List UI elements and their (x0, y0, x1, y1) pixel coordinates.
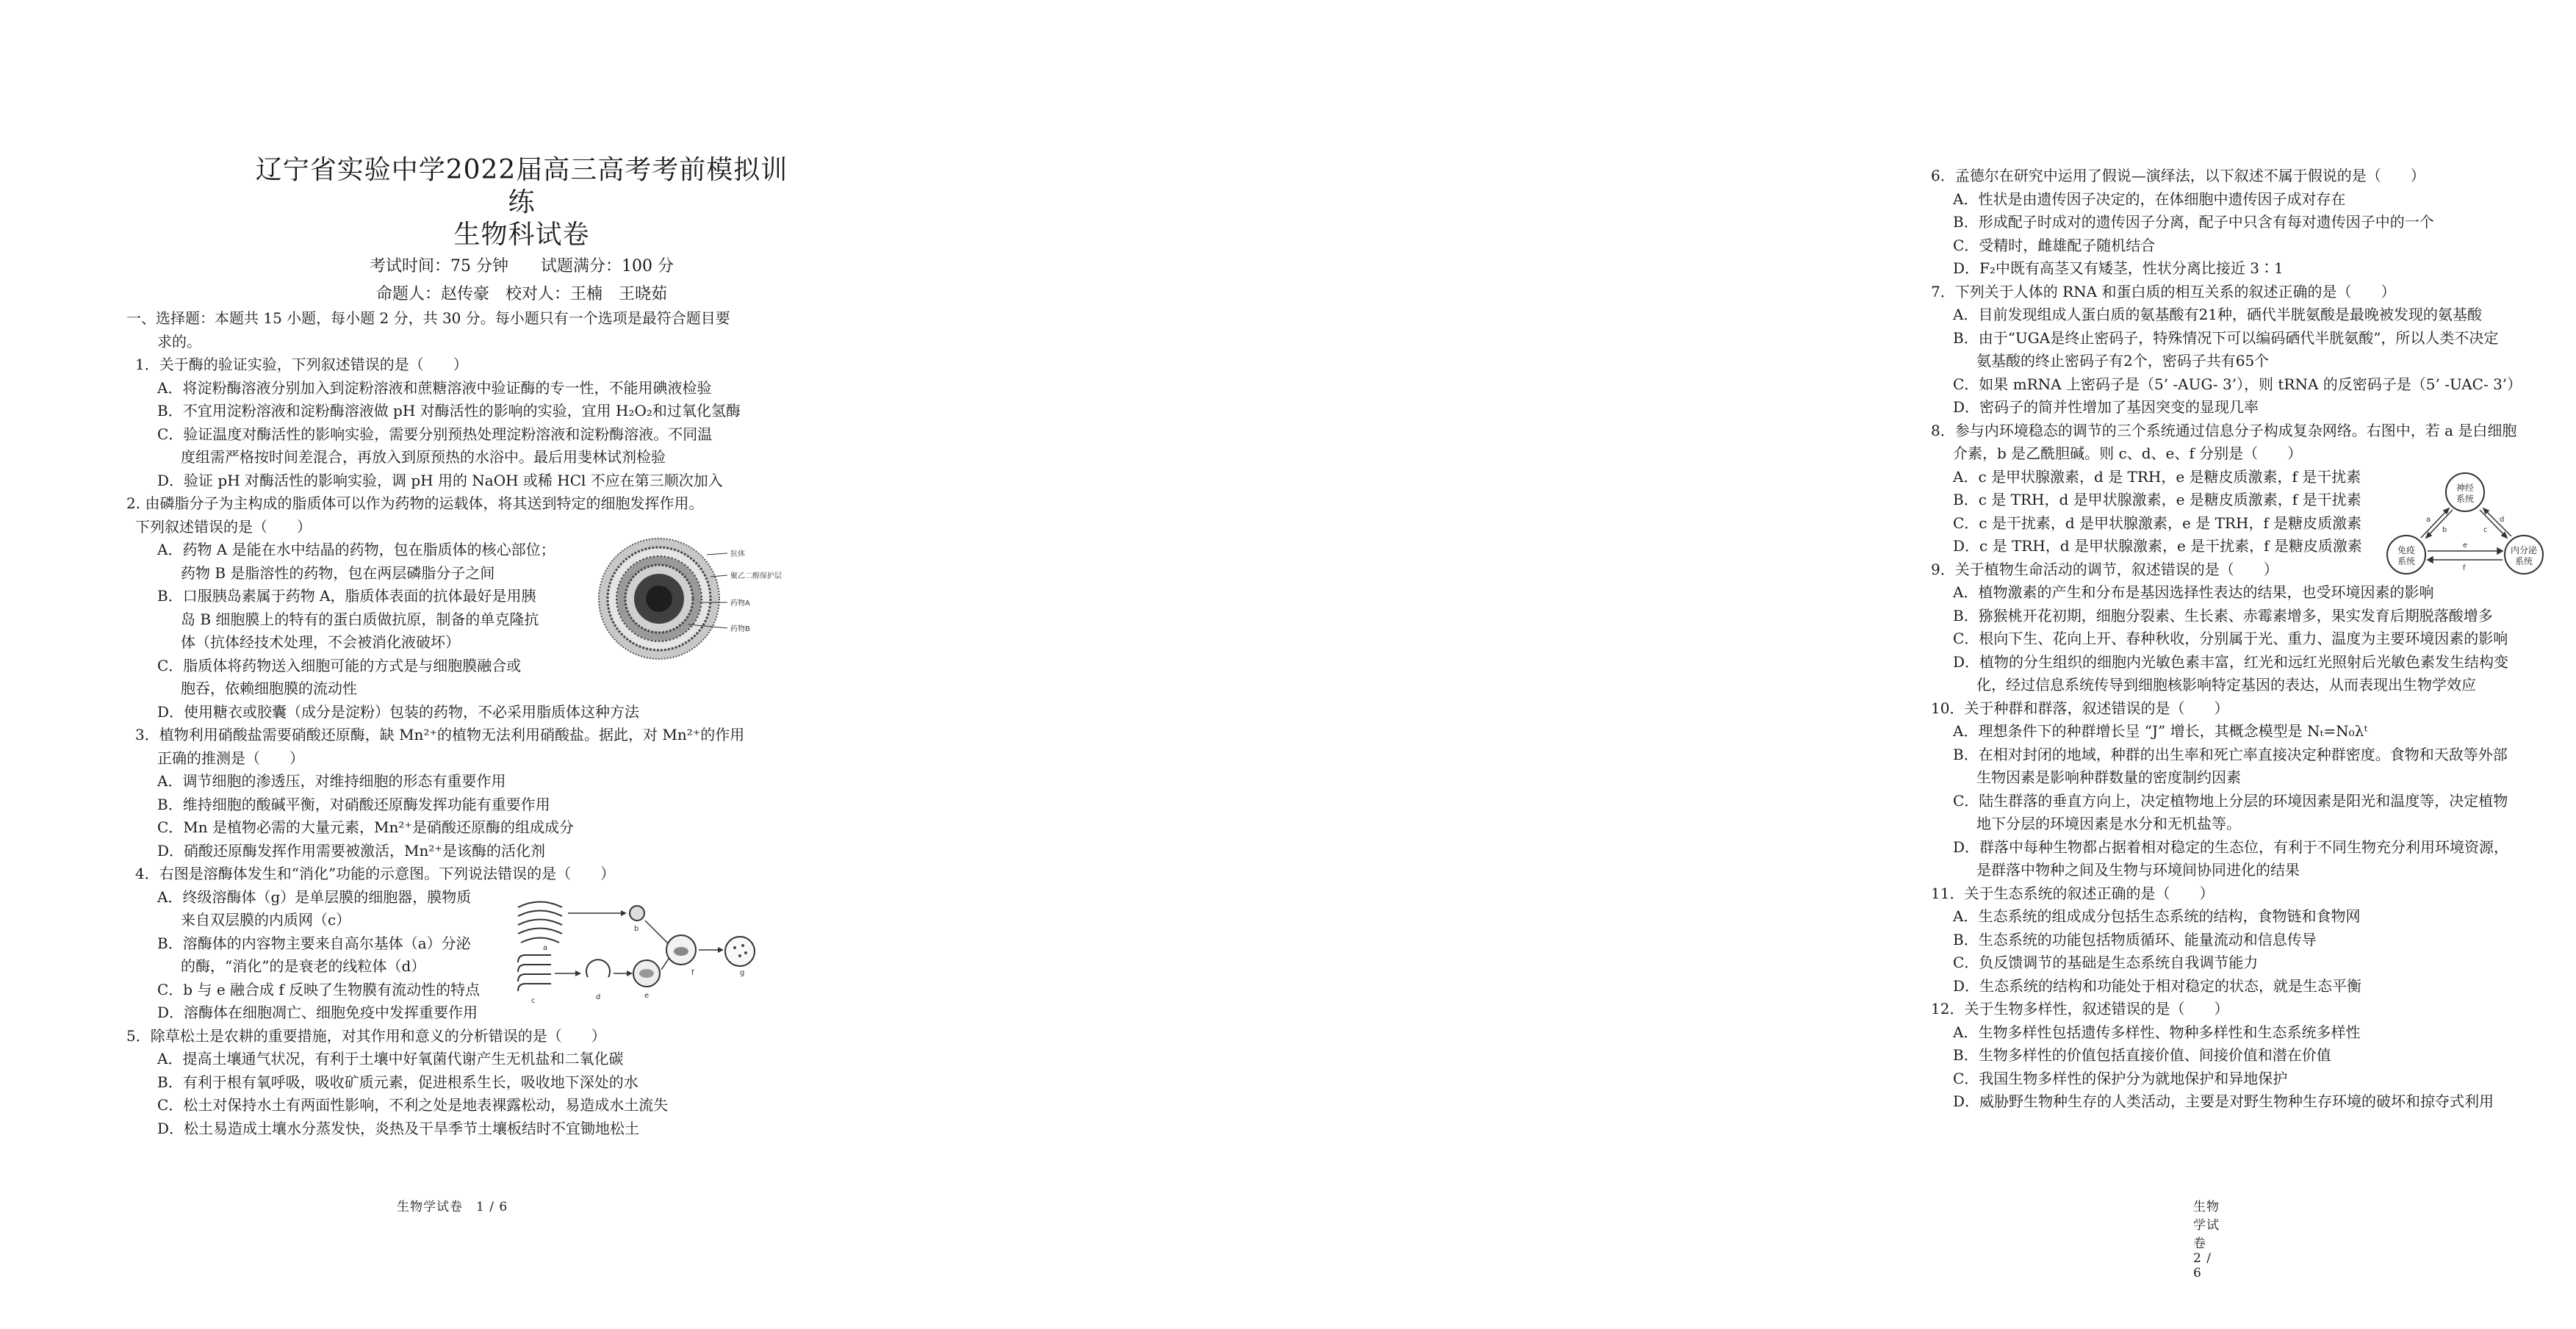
page-2-questions (1922, 165, 2576, 1114)
question-line: C．验证温度对酶活性的影响实验，需要分别预热处理淀粉溶液和淀粉酶溶液。不同温 (157, 425, 713, 443)
question-line: D．生态系统的结构和功能处于相对稳定的状态，就是生态平衡 (1953, 976, 2362, 995)
question-line: B．生态系统的功能包括物质循环、能量流动和信息传导 (1953, 930, 2317, 948)
question-line: D．松土易造成土壤水分蒸发快，炎热及干旱季节土壤板结时不宜锄地松土 (157, 1119, 640, 1137)
question-line: D．使用糖衣或胶囊（成分是淀粉）包装的药物，不必采用脂质体这种方法 (157, 702, 640, 721)
question-line: C．b 与 e 融合成 f 反映了生物膜有流动性的特点 (157, 980, 481, 998)
endocrine-label-2: 系统 (2514, 556, 2533, 566)
question-line: 1．关于酶的验证实验，下列叙述错误的是（ ） (135, 356, 468, 373)
question-line: B．有利于根有氧呼吸，吸收矿质元素，促进根系生长，吸收地下深处的水 (157, 1073, 638, 1091)
question-line: C．Mn 是植物必需的大量元素，Mn²⁺是硝酸还原酶的组成成分 (157, 818, 574, 836)
liposome-figure (597, 533, 795, 665)
question-line: A．生物多样性包括遗传多样性、物种多样性和生态系统多样性 (1953, 1023, 2361, 1041)
question-line: C．根向下生、花向上开、春种秋收，分别属于光、重力、温度为主要环境因素的影响 (1953, 630, 2508, 647)
regulatory-network-figure (2381, 470, 2550, 580)
question-line: C．松土对保持水土有两面性影响，不利之处是地表裸露松动，易造成水土流失 (157, 1096, 669, 1114)
question-line: A．植物激素的产生和分布是基因选择性表达的结果，也受环境因素的影响 (1953, 583, 2434, 601)
label-b: b (634, 925, 639, 933)
question-line: C．陆生群落的垂直方向上，决定植物地上分层的环境因素是阳光和温度等，决定植物 (1953, 791, 2508, 810)
question-line: 氨基酸的终止密码子有2个，密码子共有65个 (1976, 352, 2270, 370)
question-line: 药物 B 是脂溶性的药物，包在两层磷脂分子之间 (181, 563, 495, 582)
golgi-apparatus-shape (518, 902, 562, 943)
question-line: 8．参与内环境稳态的调节的三个系统通过信息分子构成复杂网络。右图中，若 a 是白细胞 (1931, 421, 2517, 439)
question-line: C．如果 mRNA 上密码子是（5’ -AUG- 3’），则 tRNA 的反密码子是（5’ -UAC- 3’） (1953, 375, 2522, 393)
nervous-label-2: 系统 (2456, 494, 2475, 504)
question-line: 5．除草松土是农耕的重要措施，对其作用和意义的分析错误的是（ ） (126, 1026, 606, 1045)
arrow-label-b: b (2442, 526, 2447, 534)
question-line: 4．右图是溶酶体发生和“消化”功能的示意图。下列说法错误的是（ ） (135, 865, 616, 882)
label-drug-a: 药物A (730, 599, 750, 608)
lysosome-figure (511, 893, 760, 1018)
exam-page-1 (0, 0, 940, 1329)
question-line: C．负反馈调节的基础是生态系统自我调节能力 (1953, 954, 2259, 971)
residual-body-g (725, 937, 755, 966)
question-line: D．群落中每种生物都占据着相对稳定的生态位，有利于不同生物充分利用环境资源， (1953, 838, 2509, 856)
vesicle-b (630, 906, 644, 921)
question-line: A．终级溶酶体（g）是单层膜的细胞器，膜物质 (157, 887, 472, 906)
question-line: 3．植物利用硝酸盐需要硝酸还原酶，缺 Mn²⁺的植物无法利用硝酸盐。据此，对 Mn²⁺的作用 (135, 726, 745, 743)
arrow-label-c: c (2483, 526, 2488, 534)
label-a: a (543, 944, 548, 952)
question-line: 胞吞，依赖细胞膜的流动性 (181, 680, 357, 697)
page-footer: 生物学试卷 2 / 6 (2193, 1200, 2220, 1281)
arrow-label-a: a (2426, 516, 2431, 524)
liposome-diagram (599, 539, 719, 659)
question-line: B．在相对封闭的地域，种群的出生率和死亡率直接决定种群密度。食物和天敌等外部 (1953, 745, 2508, 763)
label-c: c (531, 997, 536, 1005)
label-drug-b: 药物B (730, 625, 750, 633)
phagophore-d (586, 959, 610, 977)
question-line: A．目前发现组成人蛋白质的氨基酸有21种，硒代半胱氨酸是最晚被发现的氨基酸 (1953, 306, 2482, 323)
exam-page-2 (940, 0, 2538, 1329)
label-peg-layer: 聚乙二醇保护层 (730, 572, 782, 580)
question-line: B．溶酶体的内容物主要来自高尔基体（a）分泌 (157, 934, 471, 952)
question-line: A．提高土壤通气状况，有利于土壤中好氧菌代谢产生无机盐和二氧化碳 (157, 1050, 624, 1067)
question-line: B．生物多样性的价值包括直接价值、间接价值和潜在价值 (1953, 1046, 2331, 1064)
exam-header (242, 154, 801, 307)
label-e: e (644, 992, 650, 1000)
question-line: B．口服胰岛素属于药物 A，脂质体表面的抗体最好是用胰 (157, 587, 536, 605)
question-line: D．植物的分生组织的细胞内光敏色素丰富，红光和远红光照射后光敏色素发生结构变 (1953, 652, 2509, 671)
exam-title: 辽宁省实验中学2022届高三高考考前模拟训练 (255, 155, 788, 217)
question-line: 10．关于种群和群落，叙述错误的是（ ） (1931, 699, 2229, 717)
question-line: 地下分层的环境因素是水分和无机盐等。 (1976, 815, 2241, 832)
question-line: C．我国生物多样性的保护分为就地保护和异地保护 (1953, 1069, 2288, 1087)
question-line: 化，经过信息系统传导到细胞核影响特定基因的表达，从而表现出生物学效应 (1976, 676, 2476, 694)
exam-authors: 命题人：赵传豪 校对人：王楠 王晓茹 (375, 285, 667, 303)
question-line: A．生态系统的组成成分包括生态系统的结构，食物链和食物网 (1953, 907, 2361, 925)
label-antibody: 抗体 (730, 550, 745, 558)
page-footer: 生物学试卷 1 / 6 (397, 1200, 508, 1214)
question-line: A．c 是甲状腺激素，d 是 TRH，e 是糖皮质激素，f 是干扰素 (1953, 467, 2361, 486)
question-line: 下列叙述错误的是（ ） (135, 517, 312, 536)
question-line: B．由于“UGA是终止密码子，特殊情况下可以编码硒代半胱氨酸”，所以人类不决定 (1953, 328, 2499, 347)
question-line: B．形成配子时成对的遗传因子分离，配子中只含有每对遗传因子中的一个 (1953, 213, 2434, 231)
question-line: 7．下列关于人体的 RNA 和蛋白质的相互关系的叙述正确的是（ ） (1931, 282, 2396, 300)
question-line: D．溶酶体在细胞凋亡、细胞免疫中发挥重要作用 (157, 1004, 478, 1021)
label-g: g (740, 969, 745, 977)
question-line: A．调节细胞的渗透压，对维持细胞的形态有重要作用 (157, 772, 506, 790)
question-line: 求的。 (157, 332, 201, 350)
question-line: 生物因素是影响种群数量的密度制约因素 (1976, 768, 2241, 786)
arrow-label-e: e (2463, 541, 2468, 550)
question-line: 6．孟德尔在研究中运用了假说—演绎法，以下叙述不属于假说的是（ ） (1931, 167, 2425, 184)
question-line: 来自双层膜的内质网（c） (181, 911, 351, 929)
question-line: 11．关于生态系统的叙述正确的是（ ） (1931, 884, 2215, 902)
question-line: 介素，b 是乙酰胆碱。则 c、d、e、f 分别是（ ） (1953, 444, 2303, 462)
question-line: B．c 是 TRH，d 是甲状腺激素，e 是糖皮质激素，f 是干扰素 (1953, 491, 2361, 508)
question-line: C．c 是干扰素，d 是甲状腺激素，e 是 TRH，f 是糖皮质激素 (1953, 514, 2362, 532)
arrow-label-d: d (2500, 516, 2505, 524)
question-line: D．密码子的简并性增加了基因突变的显现几率 (1953, 398, 2259, 416)
question-line: 9．关于植物生命活动的调节，叙述错误的是（ ） (1931, 560, 2278, 578)
exam-subtitle: 生物科试卷 (453, 220, 590, 250)
question-line: 体（抗体经技术处理，不会被消化液破坏） (181, 633, 460, 651)
question-line: 岛 B 细胞膜上的特有的蛋白质做抗原，制备的单克隆抗 (181, 610, 539, 628)
label-f: f (691, 969, 694, 977)
question-line: 正确的推测是（ ） (157, 749, 304, 767)
question-line: 2. 由磷脂分子为主构成的脂质体可以作为药物的运载体，将其送到特定的细胞发挥作用。 (126, 494, 704, 512)
exam-time-score: 考试时间：75 分钟 试题满分：100 分 (370, 257, 674, 275)
question-line: D．c 是 TRH，d 是甲状腺激素，e 是干扰素，f 是糖皮质激素 (1953, 537, 2362, 555)
question-line: 度组需严格按时间差混合，再放入到原预热的水浴中。最后用斐林试剂检验 (181, 448, 666, 466)
immune-label-2: 系统 (2397, 556, 2416, 566)
question-line: 12．关于生物多样性，叙述错误的是（ ） (1931, 1000, 2229, 1018)
endocrine-label-1: 内分泌 (2510, 545, 2538, 555)
immune-label-1: 免疫 (2397, 545, 2416, 555)
nervous-label-1: 神经 (2456, 483, 2475, 493)
question-line: D．硝酸还原酶发挥作用需要被激活，Mn²⁺是该酶的活化剂 (157, 841, 545, 860)
question-line: C．脂质体将药物送入细胞可能的方式是与细胞膜融合或 (157, 656, 522, 674)
question-line: A．药物 A 是能在水中结晶的药物，包在脂质体的核心部位； (157, 541, 555, 558)
er-shape (518, 955, 551, 991)
question-line: A．将淀粉酶溶液分别加入到淀粉溶液和蔗糖溶液中验证酶的专一性，不能用碘液检验 (157, 378, 712, 397)
question-line: A．理想条件下的种群增长呈 “J” 增长，其概念模型是 Nₜ=N₀λᵗ (1953, 722, 2368, 740)
question-line: B．维持细胞的酸碱平衡，对硝酸还原酶发挥功能有重要作用 (157, 795, 550, 813)
question-line: B．猕猴桃开花初期，细胞分裂素、生长素、赤霉素增多，果实发育后期脱落酸增多 (1953, 606, 2493, 624)
question-line: D．验证 pH 对酶活性的影响实验，调 pH 用的 NaOH 或稀 HCl 不应在第三顺次加入 (157, 471, 723, 489)
arrow-label-f: f (2463, 564, 2466, 572)
question-line: 一、选择题：本题共 15 小题，每小题 2 分，共 30 分。每小题只有一个选项是最符合题目要 (126, 309, 730, 327)
question-line: 的酶，“消化”的是衰老的线粒体（d） (181, 957, 426, 975)
question-line: D．威胁野生物种生存的人类活动，主要是对野生物种生存环境的破坏和掠夺式利用 (1953, 1092, 2494, 1110)
question-line: B．不宜用淀粉溶液和淀粉酶溶液做 pH 对酶活性的影响的实验，宜用 H₂O₂和过氧化氢酶 (157, 402, 741, 419)
question-line: 是群落中物种之间及生物与环境间协同进化的结果 (1976, 861, 2300, 879)
question-line: C．受精时，雌雄配子随机结合 (1953, 236, 2156, 254)
question-line: D．F₂中既有高茎又有矮茎，性状分离比接近 3∶1 (1953, 259, 2284, 277)
label-d: d (596, 993, 601, 1001)
question-line: A．性状是由遗传因子决定的，在体细胞中遗传因子成对存在 (1953, 190, 2346, 208)
